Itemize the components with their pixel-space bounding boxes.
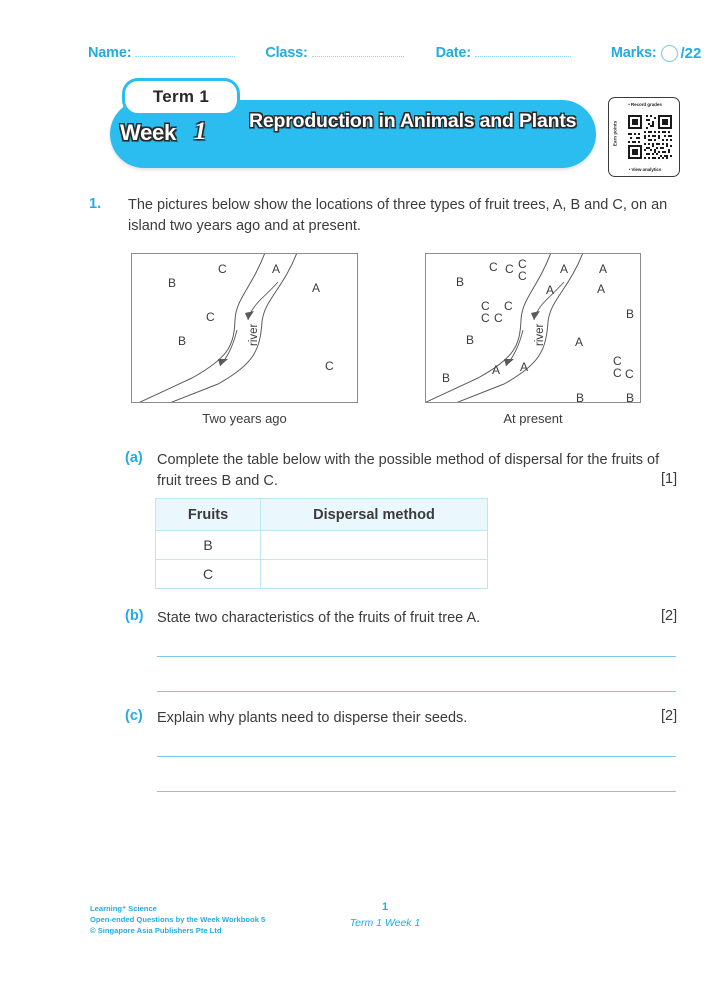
part-a-text: Complete the table below with the possible method of dispersal for the fruits of fruit trees B and C. bbox=[157, 452, 660, 489]
tree-label: C bbox=[505, 262, 514, 276]
question-text: The pictures below show the locations of three types of fruit trees, A, B and C, on an island two years ago and at present. bbox=[128, 197, 668, 234]
page-title: Reproduction in Animals and Plants bbox=[249, 110, 577, 132]
header-dispersal-method: Dispersal method bbox=[261, 499, 488, 531]
qr-view-analytics-label: • View analytics bbox=[628, 167, 662, 172]
footer-copyright: © Singapore Asia Publishers Pte Ltd bbox=[90, 926, 222, 935]
part-b-marks: [2] bbox=[661, 608, 678, 624]
tree-label: A bbox=[520, 360, 529, 374]
tree-label: B bbox=[178, 334, 187, 348]
cell-method-input[interactable] bbox=[261, 560, 488, 589]
marks-field bbox=[611, 45, 701, 62]
student-info-row bbox=[88, 44, 702, 68]
tree-label: C bbox=[218, 262, 227, 276]
tree-label: A bbox=[546, 283, 555, 297]
river-label-right: river bbox=[534, 323, 546, 346]
cell-fruit: C bbox=[156, 560, 261, 589]
answer-line-b1[interactable] bbox=[157, 656, 676, 657]
part-c-tag: (c) bbox=[125, 708, 143, 724]
diagram-two-years-ago bbox=[131, 253, 358, 403]
name-input-line[interactable] bbox=[135, 44, 235, 57]
name-label: Name: bbox=[88, 45, 132, 61]
diagram-at-present bbox=[425, 253, 641, 403]
tree-label: C bbox=[504, 299, 513, 313]
question-number: 1. bbox=[89, 196, 102, 212]
table-row bbox=[156, 560, 488, 589]
marks-total: /22 bbox=[680, 44, 702, 62]
part-a-tag: (a) bbox=[125, 450, 143, 466]
tree-label: B bbox=[576, 391, 585, 403]
tree-label: A bbox=[575, 335, 584, 349]
answer-line-c2[interactable] bbox=[157, 791, 676, 792]
qr-earn-points-label: Earn points bbox=[612, 120, 618, 147]
part-b-text: State two characteristics of the fruits of fruit tree A. bbox=[157, 610, 481, 626]
class-input-line[interactable] bbox=[312, 44, 404, 57]
part-a-marks: [1] bbox=[661, 471, 678, 487]
tree-label: B bbox=[168, 276, 177, 290]
part-c-marks: [2] bbox=[661, 708, 678, 724]
marks-label: Marks: bbox=[610, 45, 657, 61]
tree-label: C bbox=[481, 311, 490, 325]
tree-label: B bbox=[466, 333, 475, 347]
cell-method-input[interactable] bbox=[261, 531, 488, 560]
tree-label: B bbox=[626, 307, 635, 321]
tree-label: C bbox=[518, 257, 527, 271]
part-b-tag: (b) bbox=[125, 608, 144, 624]
tree-label: C bbox=[518, 269, 527, 283]
tree-label: A bbox=[272, 262, 281, 276]
footer-reference: Term 1 Week 1 bbox=[349, 917, 421, 929]
tree-label: A bbox=[560, 262, 569, 276]
tree-label: B bbox=[626, 391, 635, 403]
tree-label: B bbox=[442, 371, 451, 385]
tree-label: C bbox=[613, 366, 622, 380]
footer-series: Learning⁺ Science bbox=[90, 904, 157, 913]
answer-line-c1[interactable] bbox=[157, 756, 676, 757]
header-fruits: Fruits bbox=[156, 499, 261, 531]
date-label: Date: bbox=[435, 45, 471, 61]
tree-label: A bbox=[492, 363, 501, 377]
caption-at-present: At present bbox=[503, 411, 563, 426]
term-badge: Term 1 bbox=[122, 78, 240, 116]
class-field[interactable] bbox=[265, 44, 403, 61]
tree-label: A bbox=[597, 282, 606, 296]
cell-fruit: B bbox=[156, 531, 261, 560]
qr-code-icon[interactable] bbox=[626, 111, 674, 163]
tree-label: C bbox=[625, 367, 634, 381]
date-input-line[interactable] bbox=[475, 44, 571, 57]
tree-label: A bbox=[312, 281, 321, 295]
table-row bbox=[156, 531, 488, 560]
river-label-left: river bbox=[248, 323, 260, 346]
table-header-row bbox=[156, 499, 488, 531]
tree-label: A bbox=[599, 262, 608, 276]
tree-label: C bbox=[481, 299, 490, 313]
tree-label: B bbox=[456, 275, 465, 289]
river-illustration-left bbox=[132, 254, 357, 402]
dispersal-table bbox=[155, 498, 488, 589]
tree-label: C bbox=[494, 311, 503, 325]
week-label: Week bbox=[120, 120, 176, 145]
part-c-text: Explain why plants need to disperse their seeds. bbox=[157, 710, 468, 726]
class-label: Class: bbox=[265, 45, 308, 61]
page-number: 1 bbox=[381, 901, 389, 913]
tree-label: C bbox=[489, 260, 498, 274]
answer-line-b2[interactable] bbox=[157, 691, 676, 692]
tree-label: C bbox=[206, 310, 215, 324]
qr-record-grades-label: • Record grades bbox=[628, 102, 662, 107]
date-field[interactable] bbox=[436, 44, 571, 61]
qr-card[interactable] bbox=[608, 97, 680, 177]
caption-two-years-ago: Two years ago bbox=[202, 411, 287, 426]
tree-label: C bbox=[325, 359, 334, 373]
marks-circle-icon[interactable] bbox=[661, 45, 678, 62]
footer-credits bbox=[90, 903, 265, 936]
tree-label: C bbox=[613, 354, 622, 368]
week-number: 1 bbox=[194, 118, 207, 145]
name-field[interactable] bbox=[88, 44, 235, 61]
footer-book: Open-ended Questions by the Week Workbook 5 bbox=[90, 915, 266, 924]
